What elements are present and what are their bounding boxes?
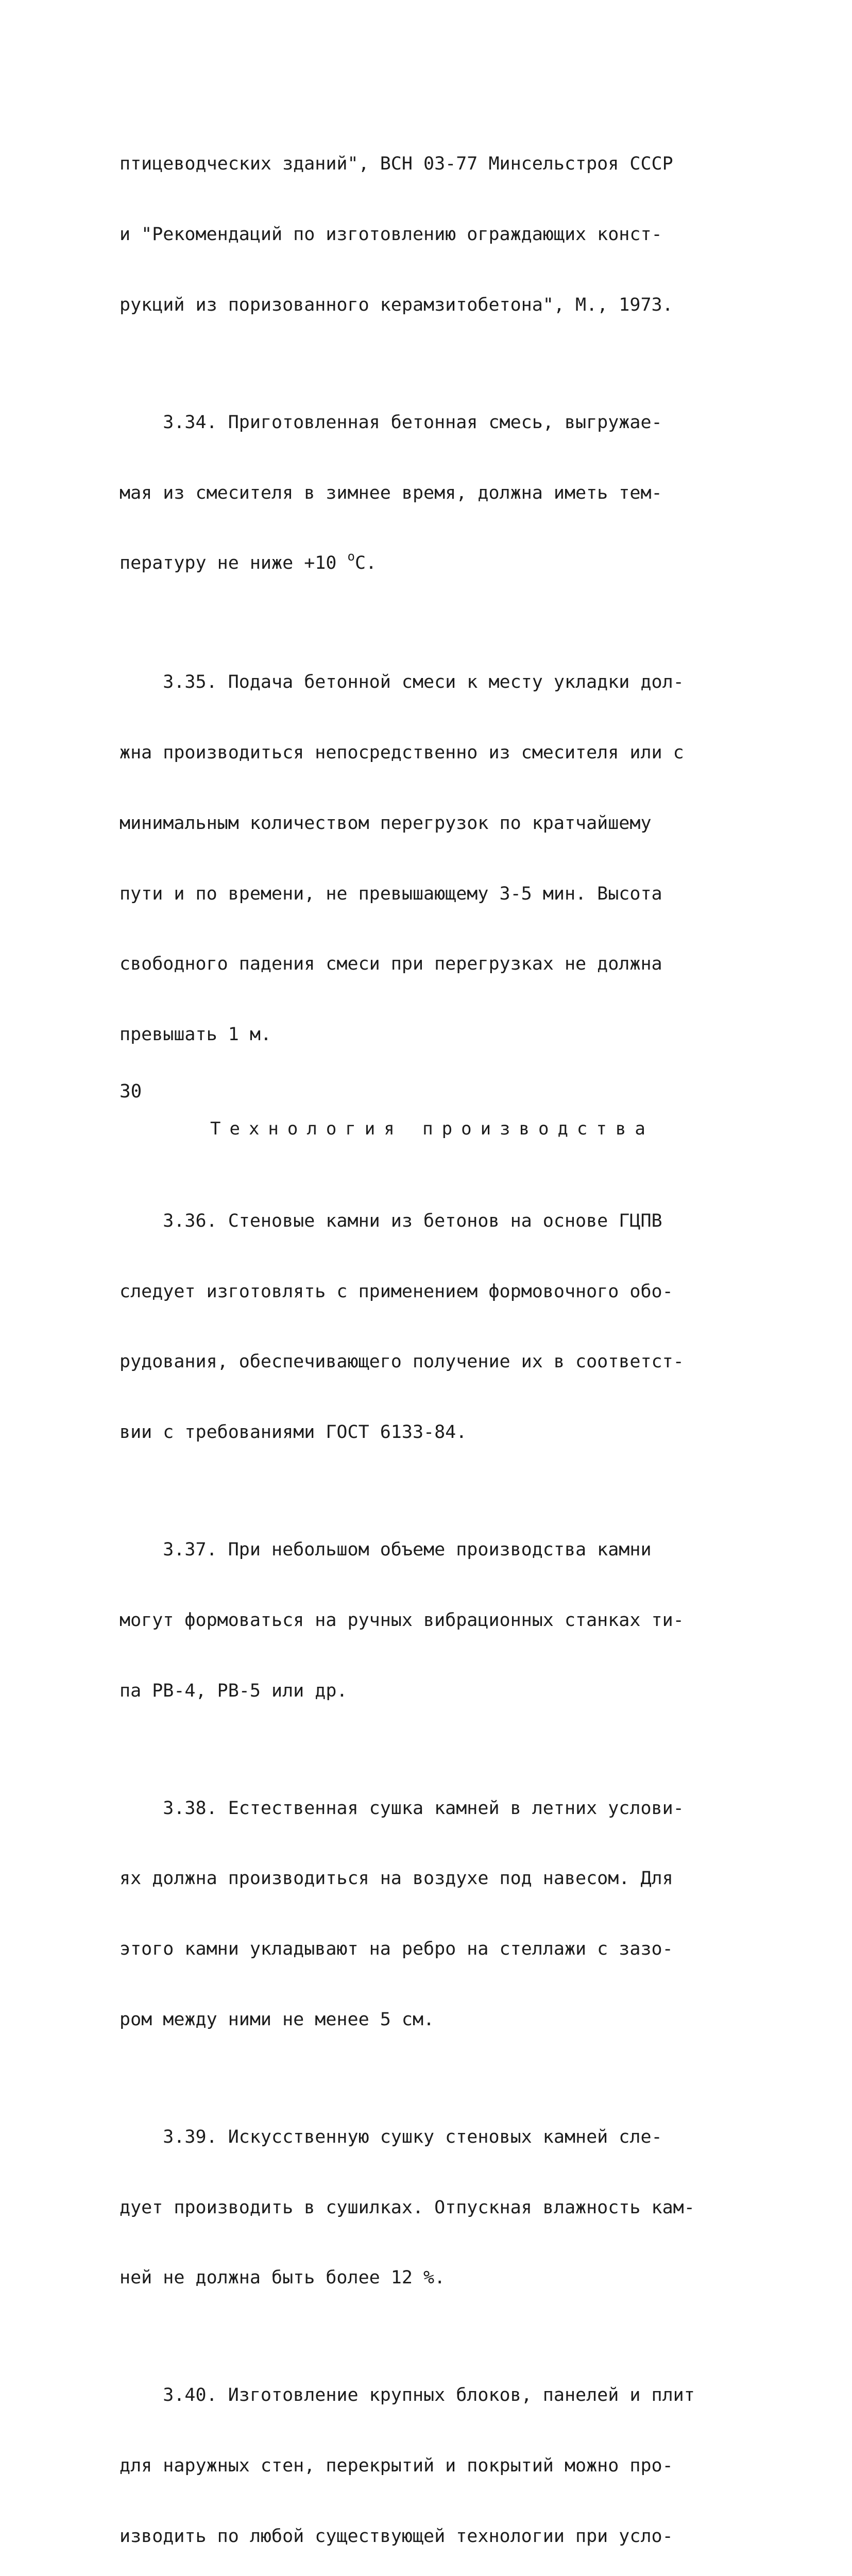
text-line: мая из смесителя в зимнее время, должна иметь тем-: [120, 482, 662, 503]
paragraph-3-37: [120, 1492, 732, 1750]
paragraph-3-38: [120, 1750, 732, 2078]
paragraph-3-35: [120, 624, 732, 1094]
paragraph-3-36: [120, 1163, 732, 1492]
text-fragment: С.: [354, 553, 377, 574]
text-line: превышать 1 м.: [120, 1024, 272, 1045]
paragraph-continuation: [120, 106, 732, 364]
text-line: дует производить в сушилках. Отпускная влажность кам-: [120, 2197, 695, 2218]
text-line: вии с требованиями ГОСТ 6133-84.: [120, 1422, 467, 1443]
text-line: 3.34. Приготовленная бетонная смесь, выгружае-: [120, 412, 662, 433]
text-line: этого камни укладывают на ребро на стеллажи с зазо-: [120, 1939, 673, 1960]
text-line: ром между ними не менее 5 см.: [120, 2009, 435, 2030]
text-line: 3.40. Изготовление крупных блоков, панелей и плит: [120, 2385, 695, 2406]
text-line: 3.35. Подача бетонной смеси к месту укладки дол-: [120, 672, 684, 693]
paragraph-3-39: [120, 2079, 732, 2337]
text-line: следует изготовлять с применением формовочного обо-: [120, 1281, 673, 1302]
text-line: изводить по любой существующей технологии при усло-: [120, 2526, 673, 2547]
text-line: 3.38. Естественная сушка камней в летних услови-: [120, 1798, 684, 1819]
text-line: для наружных стен, перекрытий и покрытий можно про-: [120, 2455, 673, 2477]
text-column: [120, 106, 732, 2576]
paragraph-3-40: [120, 2337, 732, 2576]
text-line: па РВ-4, РВ-5 или др.: [120, 1680, 348, 1701]
text-line: минимальным количеством перегрузок по кратчайшему: [120, 812, 652, 834]
text-line: 3.36. Стеновые камни из бетонов на основе ГЦПВ: [120, 1210, 662, 1231]
paragraph-3-34: [120, 364, 732, 624]
degree-superscript: o: [347, 549, 355, 564]
text-line: 3.39. Искусственную сушку стеновых камней сле-: [120, 2126, 662, 2147]
text-line: и "Рекомендаций по изготовлению ограждающих конст-: [120, 224, 662, 245]
text-fragment: пературу не ниже +10: [120, 553, 348, 574]
page-number: 30: [120, 1081, 142, 1102]
text-line: ях должна производиться на воздухе под навесом. Для: [120, 1868, 673, 1889]
text-line: ней не должна быть более 12 %.: [120, 2267, 446, 2289]
text-line: жна производиться непосредственно из смесителя или с: [120, 742, 684, 764]
text-line: птицеводческих зданий", ВСН 03-77 Минсельстроя СССР: [120, 154, 673, 175]
section-heading: Технология производства: [210, 1118, 654, 1139]
text-line: рукций из поризованного керамзитобетона", М., 1973.: [120, 294, 673, 315]
text-line: 3.37. При небольшом объеме производства камни: [120, 1539, 652, 1561]
text-line: рудования, обеспечивающего получение их в соответст-: [120, 1351, 684, 1372]
text-line: могут формоваться на ручных вибрационных станках ти-: [120, 1609, 684, 1631]
text-line-with-degree: [120, 549, 732, 577]
text-line: пути и по времени, не превышающему 3-5 мин. Высота: [120, 883, 662, 904]
text-line: свободного падения смеси при перегрузках не должна: [120, 954, 662, 975]
